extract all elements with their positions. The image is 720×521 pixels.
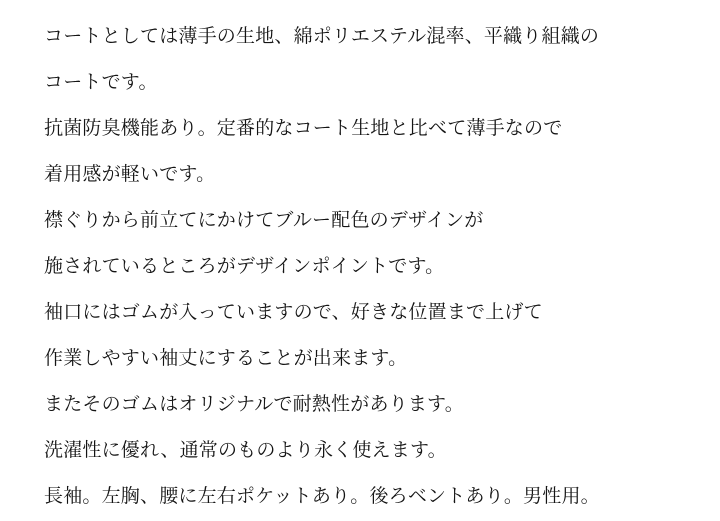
- text-line: 洗濯性に優れ、通常のものより永く使えます。: [44, 440, 447, 461]
- text-line: 抗菌防臭機能あり。定番的なコート生地と比べて薄手なので: [44, 118, 563, 139]
- text-line: 作業しやすい袖丈にすることが出来ます。: [44, 348, 408, 369]
- text-line: 袖口にはゴムが入っていますので、好きな位置まで上げて: [44, 302, 543, 323]
- text-line: コートです。: [44, 72, 158, 93]
- text-line: 長袖。左胸、腰に左右ポケットあり。後ろベントあり。男性用。: [44, 486, 600, 507]
- text-line: 襟ぐりから前立てにかけてブルー配色のデザインが: [44, 210, 484, 231]
- text-line: 着用感が軽いです。: [44, 164, 216, 185]
- text-line: 施されているところがデザインポイントです。: [44, 256, 445, 277]
- text-line: またそのゴムはオリジナルで耐熱性があります。: [44, 394, 464, 415]
- text-line: コートとしては薄手の生地、綿ポリエステル混率、平織り組織の: [44, 26, 600, 47]
